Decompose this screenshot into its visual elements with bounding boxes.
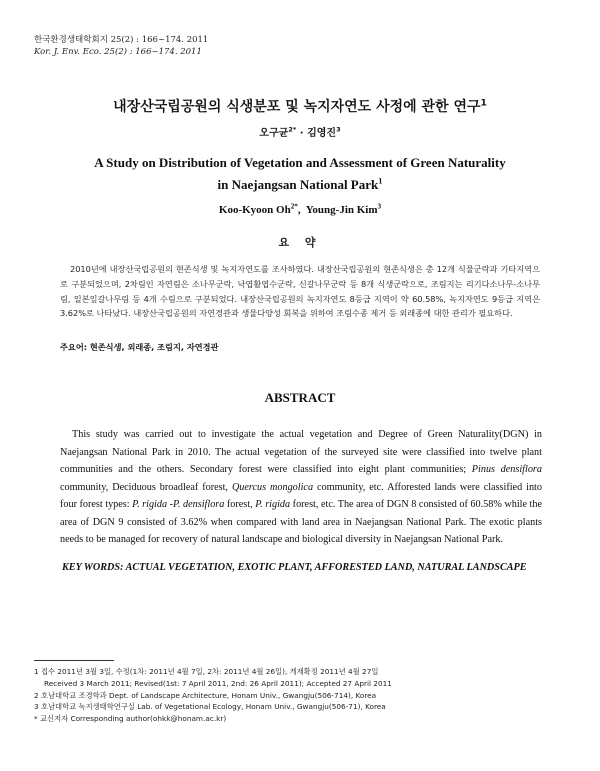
footnote-1-en: Received 3 March 2011; Revised(1st: 7 April 2011, 2nd: 26 April 2011); Accepted 27 April 2011 <box>44 678 392 688</box>
abstract-korean-heading: 요 약 <box>278 236 322 249</box>
abstract-en-segment: - <box>167 499 174 510</box>
footnotes <box>34 666 574 725</box>
author-ko-2-mark: 3 <box>336 125 341 134</box>
author-en-2-mark: 3 <box>377 202 382 211</box>
authors-korean <box>0 124 600 139</box>
author-en-1-mark: 2* <box>290 202 298 211</box>
abstract-english-paragraph <box>60 426 542 549</box>
footnote-3: 3 호남대학교 녹지생태학연구실 Lab. of Vegetational Ecology, Honam Univ., Gwangju(506-71), Korea <box>34 702 386 712</box>
footnote-divider <box>34 660 114 661</box>
title-english-line-1: A Study on Distribution of Vegetation and Assessment of Green Naturality <box>94 155 506 170</box>
abstract-english-heading: ABSTRACT <box>264 390 336 405</box>
author-ko-1-mark: 2* <box>288 125 297 134</box>
author-en-1: Koo-Kyoon Oh <box>218 204 291 216</box>
title-english-line-2 <box>0 174 600 196</box>
author-en-2: Young-Jin Kim <box>305 204 378 216</box>
footnote-corresponding: * 교신저자 Corresponding author(ohkk@honam.ac.kr) <box>34 714 227 724</box>
species-name-pinus-densiflora: Pinus densiflora <box>471 464 542 475</box>
authors-english <box>0 204 600 216</box>
abstract-en-segment: forest, <box>224 499 256 510</box>
journal-citation-ko: 한국환경생태학회지 25(2) : 166~174. 2011 <box>34 35 209 45</box>
author-ko-2: 김영진 <box>307 128 337 139</box>
journal-citation <box>34 34 208 58</box>
title-english-footnote-mark: 1 <box>378 175 383 186</box>
title-english <box>0 152 600 196</box>
title-english-line-2-text: in Naejangsan National Park <box>217 177 379 192</box>
footnote-1-ko: 1 접수 2011년 3월 3일, 수정(1차: 2011년 4월 7일, 2차: 2011년 4월 26일), 게재확정 2011년 4월 27일 <box>34 667 379 676</box>
title-korean-text: 내장산국립공원의 식생분포 및 녹지자연도 사정에 관한 연구 <box>113 99 481 115</box>
abstract-en-segment: This study was carried out to investigate the actual vegetation and Degree of Green Naturality(DGN) in Naejangsan National Park in 2010. The actual vegetation of the surveyed site were classified into twelve plant communities and the others. Secondary forest were classified into eight plant communities; <box>60 429 542 475</box>
keywords-korean: 주요어: 현존식생, 외래종, 조림지, 자연경관 <box>60 342 219 352</box>
author-ko-separator: · <box>296 128 308 139</box>
abstract-korean-text: 2010년에 내장산국립공원의 현존식생 및 녹지자연도를 조사하였다. 내장산국립공원의 현존식생은 총 12개 식물군락과 기타지역으로 구분되었으며, 2차림인 자연림은 소나무군락, 낙엽활엽수군락, 신갈나무군락 등 8개 식생군락으로, 조림지는 리기다소나무-소나무림, 일본잎갈나무림 등 4개 수림으로 구분되었다. 내장산국립공원의 녹지자연도 8등급 지역이 약 60.58%, 녹지자연도 9등급 지역은 3.62%로 나타났다. 내장산국립공원의 자연경관과 생물다양성 회복을 위하여 조림수종 제거 등 외래종에 대한 관리가 필요하다. <box>60 264 540 319</box>
author-ko-1: 오구균 <box>259 128 289 139</box>
title-korean-footnote-mark: 1 <box>480 98 487 109</box>
author-en-separator: , <box>297 204 306 216</box>
species-name-quercus-mongolica: Quercus mongolica <box>231 481 314 493</box>
abstract-en-segment: forest, etc. The area of DGN 8 consisted of 60.58% while the area of DGN 9 consisted of 3.62% when compared with land area in Naejangsan National Park. The exotic plants needs to be managed for recovery of natural landscape and biological diversity in Naejangsan National Park. <box>60 499 543 545</box>
species-name-p-rigida-2: P. rigida <box>255 499 291 510</box>
abstract-en-segment: community, Deciduous broadleaf forest, <box>60 481 232 493</box>
abstract-english <box>60 426 542 549</box>
title-korean <box>0 96 600 116</box>
species-name-p-rigida: P. rigida <box>132 499 168 510</box>
keywords-english: KEY WORDS: ACTUAL VEGETATION, EXOTIC PLANT, AFFORESTED LAND, NATURAL LANDSCAPE <box>62 562 527 573</box>
footnote-2: 2 호남대학교 조경학과 Dept. of Landscape Architecture, Honam Univ., Gwangju(506-714), Korea <box>34 690 377 700</box>
abstract-en-segment: community, etc. Afforested lands were classified into four forest types: <box>60 481 542 510</box>
journal-citation-en: Kor. J. Env. Eco. 25(2) : 166~174. 2011 <box>34 47 202 57</box>
abstract-korean <box>60 262 540 321</box>
species-name-p-densiflora: P. densiflora <box>173 499 225 510</box>
